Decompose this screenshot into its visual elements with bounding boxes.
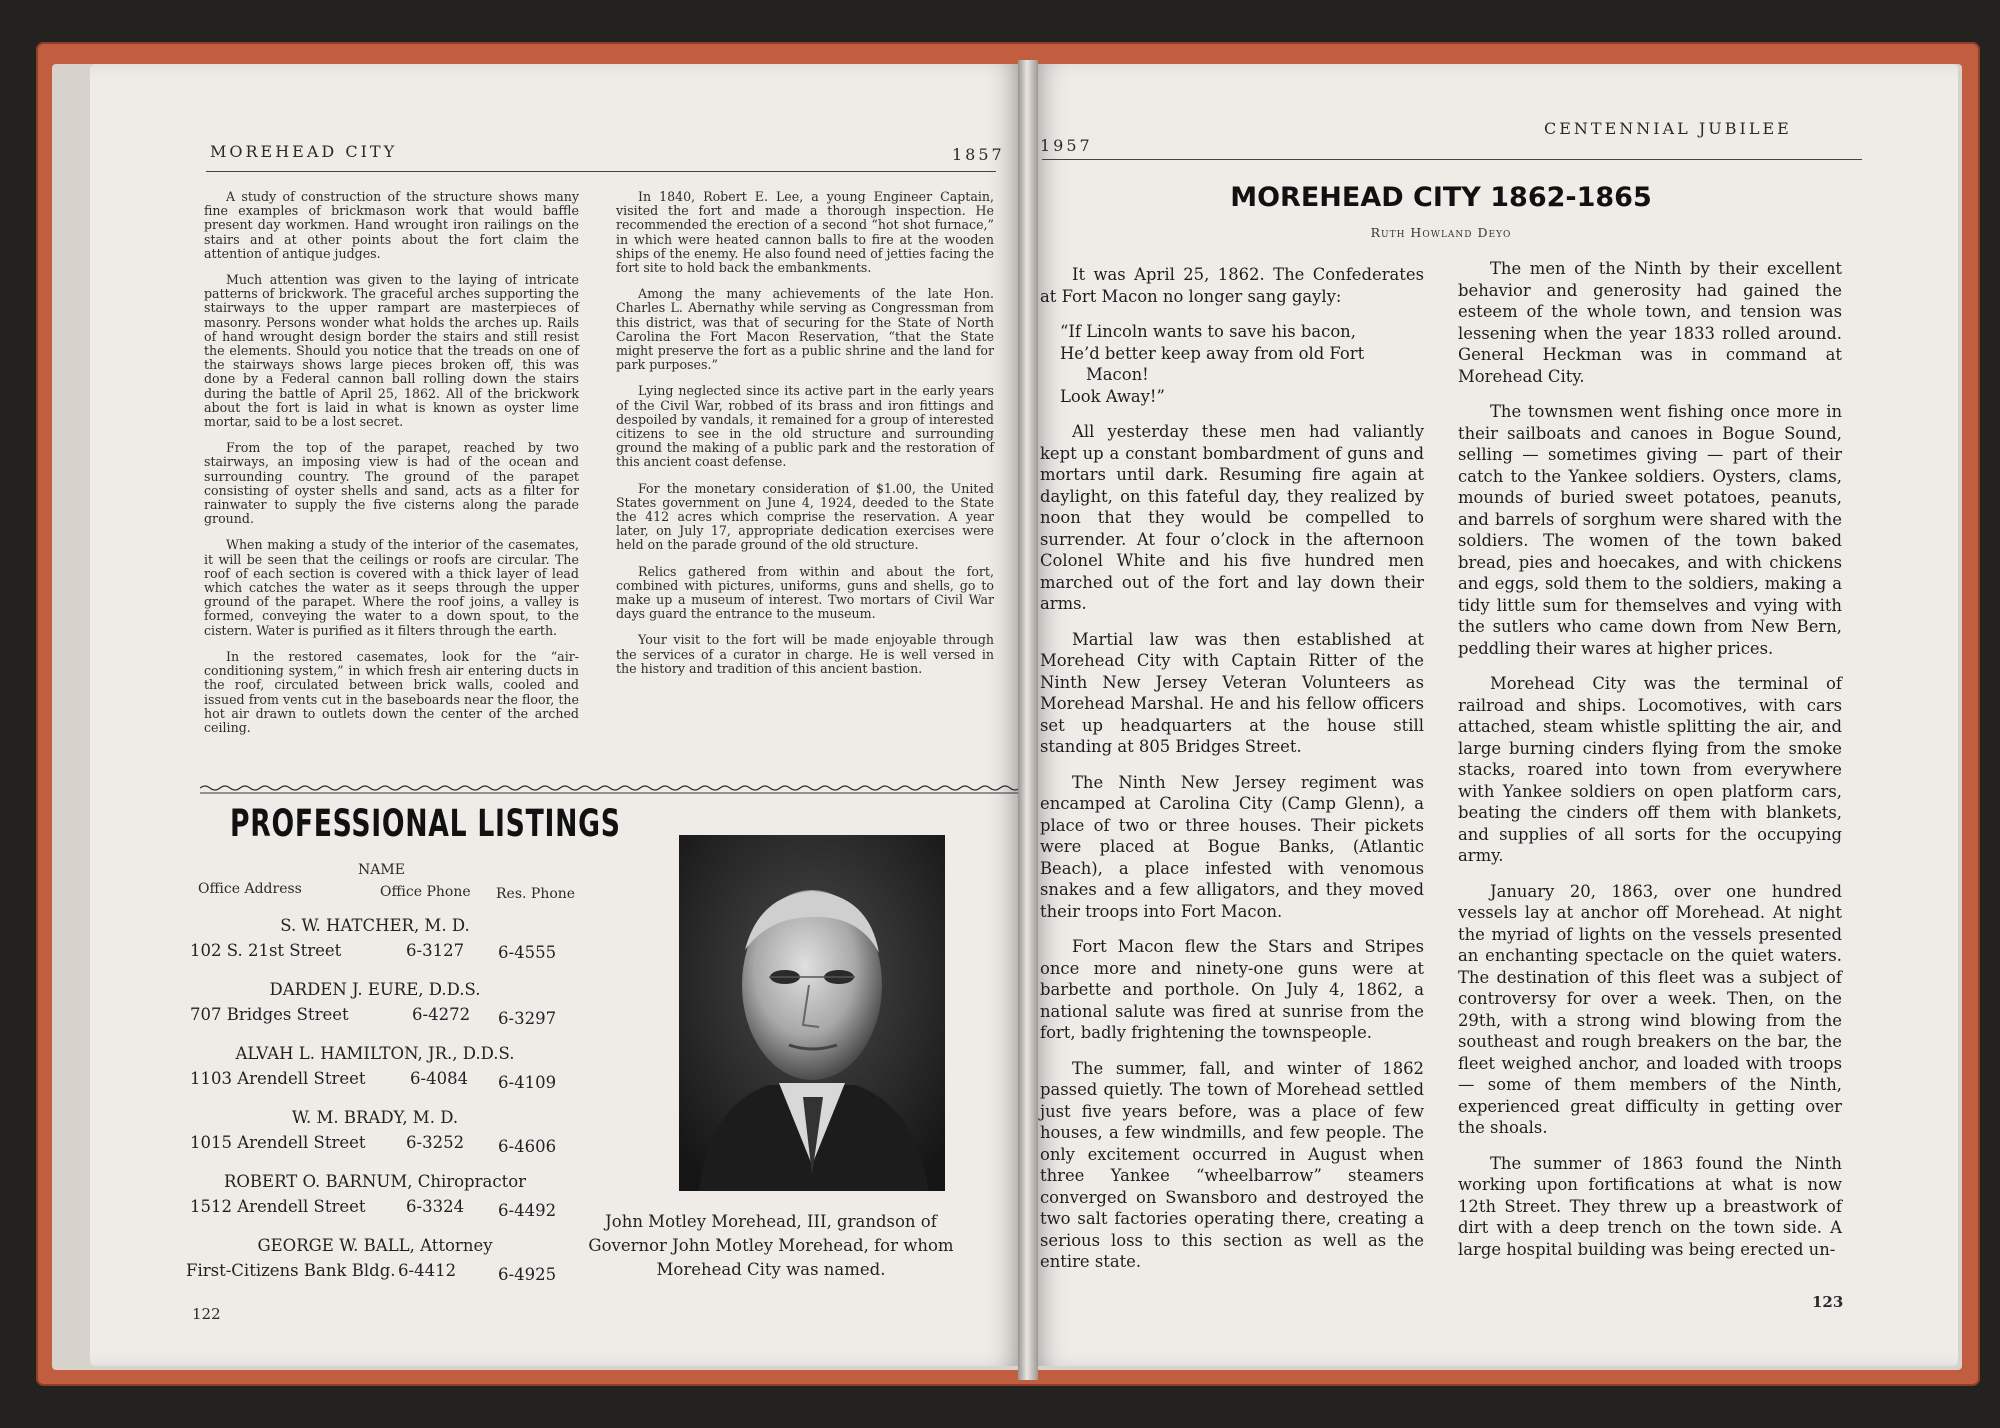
listing-res-phone: 6-4925 (498, 1265, 557, 1284)
listing-name: GEORGE W. BALL, Attorney (257, 1236, 493, 1255)
listing-res-phone: 6-4555 (498, 943, 557, 962)
col-name-header: NAME (358, 862, 405, 878)
paragraph: Your visit to the fort will be made enjoyable through the services of a curator in charge. He is well versed in the history and tradition of this ancient bastion. (616, 632, 994, 676)
header-rule (1042, 159, 1862, 160)
left-column-2 (616, 190, 994, 688)
poem-line: He’d better keep away from old Fort (1060, 343, 1365, 363)
paragraph: Among the many achievements of the late Hon. Charles L. Abernathy while serving as Congressman from this district, was that of securing for the State of North Carolina the Fort Macon Reservation, “that the State might preserve the fort as a public shrine and the land for park purposes.” (616, 286, 994, 373)
paragraph: The townsmen went fishing once more in their sailboats and canoes in Bogue Sound, selling — sometimes giving — part of their catch to the Yankee soldiers. Oysters, clams, mounds of buried sweet potatoes, peanuts, and barrels of sorghum were shared with the soldiers. The women of the town baked bread, pies and hoecakes, and with chickens and eggs, sold them to the soldiers, making a tidy little sum for themselves and vying with the sutlers who came down from New Bern, peddling their wares at higher prices. (1458, 402, 1842, 658)
poem-line: Macon! (1086, 365, 1149, 384)
listing-address: 102 S. 21st Street (190, 941, 342, 960)
paragraph: In 1840, Robert E. Lee, a young Engineer Captain, visited the fort and made a thorough inspection. He recommended the erection of a second “hot shot furnace,” in which were heated cannon balls to fire at the wooden ships of the enemy. He also found need of jetties facing the fort site to hold back the embankments. (616, 189, 994, 276)
header-rule (206, 171, 996, 172)
listing-entry (190, 1172, 557, 1220)
listing-name: DARDEN J. EURE, D.D.S. (269, 980, 481, 999)
listing-office-phone: 6-3127 (406, 941, 465, 960)
intro-paragraph: It was April 25, 1862. The Confederates at Fort Macon no longer sang gayly: (1040, 265, 1424, 306)
listing-res-phone: 6-3297 (498, 1009, 557, 1028)
paragraph: Lying neglected since its active part in the early years of the Civil War, robbed of its brass and iron fittings and despoiled by vandals, it remained for a group of interested citizens to see in the old structure and surrounding ground the making of a public park and the restoration of this ancient coast defense. (616, 383, 994, 470)
right-column-2 (1458, 258, 1842, 1274)
col-res-phone-header: Res. Phone (496, 886, 576, 902)
listing-name: ROBERT O. BARNUM, Chiropractor (223, 1172, 527, 1191)
paragraph: From the top of the parapet, reached by two stairways, an imposing view is had of the ocean and surrounding country. The ground of the parapet consisting of oyster shells and sand, acts as a filter for rainwater to supply the five cisterns along the parade ground. (204, 440, 579, 527)
paragraph: All yesterday these men had valiantly kept up a constant bombardment of guns and mortars until dark. Resuming fire again at daylight, on this fateful day, they realized by noon that they would be compelled to surrender. At four o’clock in the afternoon Colonel White and his five hundred men marched out of the fort and lay down their arms. (1040, 422, 1424, 613)
paragraph: The summer of 1863 found the Ninth working upon fortifications at what is now 12th Street. They threw up a breastwork of dirt with a deep trench on the town side. A large hospital building was being erected un- (1458, 1153, 1842, 1259)
right-running-head: CENTENNIAL JUBILEE (1544, 119, 1792, 138)
paragraph: Morehead City was the terminal of railroad and ships. Locomotives, with cars attached, steam whistle splitting the air, and large burning cinders flying from the smoke stacks, roared into town from everywhere with Yankee soldiers on open platform cars, beating the cinders off them with blankets, and supplies of all sorts for the occupying army. (1458, 674, 1842, 865)
left-running-head: MOREHEAD CITY (210, 142, 398, 161)
left-column-1 (204, 190, 579, 747)
listing-address: First-Citizens Bank Bldg. (186, 1261, 396, 1280)
listing-address: 1512 Arendell Street (190, 1197, 366, 1216)
paragraph: Martial law was then established at Morehead City with Captain Ritter of the Ninth New Jersey Veteran Volunteers as Morehead Marshal. He and his fellow officers set up headquarters at the house still standing at 805 Bridges Street. (1040, 629, 1424, 756)
poem (1054, 321, 1424, 407)
listing-office-phone: 6-4412 (398, 1261, 457, 1280)
paragraph: January 20, 1863, over one hundred vessels lay at anchor off Morehead. At night the myriad of lights on the vessels presented an enchanting spectacle on the quiet waters. The destination of this fleet was a subject of controversy for over a week. Then, on the 29th, with a strong wind blowing from the southeast and rough breakers on the bar, the fleet weighed anchor, and loaded with troops — some of them members of the Ninth, experienced great difficulty in getting over the shoals. (1458, 881, 1842, 1137)
poem-line: “If Lincoln wants to save his bacon, (1060, 322, 1356, 341)
left-page (90, 64, 1026, 1366)
listing-address: 1015 Arendell Street (190, 1133, 366, 1152)
paragraph: When making a study of the interior of the casemates, it will be seen that the ceilings or roofs are circular. The roof of each section is covered with a thick layer of lead which catches the water as it seeps through the upper ground of the parapet. Where the roof joins, a valley is formed, conveying the water to a down spout, to the cistern. Water is purified as it filters through the earth. (204, 537, 579, 638)
listing-name: W. M. BRADY, M. D. (291, 1108, 459, 1127)
poem-line: Look Away!” (1060, 386, 1165, 406)
portrait-photo (679, 835, 945, 1191)
listing-office-phone: 6-4084 (410, 1069, 469, 1088)
listing-res-phone: 6-4109 (498, 1073, 557, 1092)
photo-caption: John Motley Morehead, III, grandson of Governor John Motley Morehead, for whom Morehead City was named. (588, 1212, 954, 1279)
paragraph: Much attention was given to the laying of intricate patterns of brickwork. The graceful arches supporting the stairways to the upper rampart are masterpieces of masonry. Persons wonder what holds the arches up. Rails of hand wrought design border the stairs and still resist the elements. Should you notice that the treads on one of the stairways shows large pieces broken off, this was done by a Federal cannon ball rolling down the stairs during the battle of April 25, 1862. All of the brickwork about the fort is laid in what is known as oyster lime mortar, said to be a lost secret. (204, 272, 579, 430)
paragraph: Fort Macon flew the Stars and Stripes once more and ninety-one guns were at barbette and porthole. On July 4, 1862, a national salute was fired at sunrise from the fort, badly frightening the townspeople. (1040, 937, 1424, 1042)
paragraph: The men of the Ninth by their excellent behavior and generosity had gained the esteem of the whole town, and tension was lessening when the year 1833 rolled around. General Heckman was in command at Morehead City. (1458, 259, 1842, 386)
paragraph: A study of construction of the structure shows many fine examples of brickmason work that would baffle present day workmen. Hand wrought iron railings on the stairs and at other points about the fort claim the attention of antique judges. (204, 189, 579, 261)
article-author: Ruth Howland Deyo (1370, 225, 1512, 240)
listing-res-phone: 6-4492 (498, 1201, 557, 1220)
listing-entry (190, 1108, 557, 1156)
listing-address: 707 Bridges Street (190, 1005, 349, 1024)
right-column-1 (1040, 264, 1424, 1287)
paragraph: Relics gathered from within and about the fort, combined with pictures, uniforms, guns and shells, go to make up a museum of interest. Two mortars of Civil War days guard the entrance to the museum. (616, 563, 994, 622)
article-title: MOREHEAD CITY 1862-1865 (1230, 182, 1652, 213)
listing-name: ALVAH L. HAMILTON, JR., D.D.S. (235, 1044, 515, 1063)
left-header-year: 1857 (952, 145, 1005, 164)
paragraph: For the monetary consideration of $1.00, the United States government on June 4, 1924, deeded to the State the 412 acres which comprise the reservation. A year later, on July 17, appropriate dedication exercises were held on the parade ground of the old structure. (616, 480, 994, 553)
paragraph: The Ninth New Jersey regiment was encamped at Carolina City (Camp Glenn), a place of two or three houses. Their pickets were placed at Bogue Banks, (Atlantic Beach), a place infested with venomous snakes and a few alligators, and they moved their troops into Fort Macon. (1040, 772, 1424, 921)
listing-office-phone: 6-4272 (412, 1005, 471, 1024)
col-address-header: Office Address (198, 881, 302, 897)
listing-office-phone: 6-3324 (406, 1197, 465, 1216)
right-header-year: 1957 (1040, 136, 1093, 155)
right-page (1028, 64, 1958, 1366)
wavy-divider (200, 782, 1026, 802)
listing-res-phone: 6-4606 (498, 1137, 557, 1156)
professional-listings-title: PROFESSIONAL LISTINGS (230, 802, 621, 845)
col-office-phone-header: Office Phone (380, 884, 471, 900)
listing-office-phone: 6-3252 (406, 1133, 465, 1152)
paragraph: The summer, fall, and winter of 1862 passed quietly. The town of Morehead settled just five years before, was a place of few houses, a few windmills, and few people. The only excitement occurred in August when three Yankee “wheelbarrow” steamers converged on Swansboro and destroyed the two salt factories operating there, creating a serious loss to this section as well as the entire state. (1040, 1058, 1424, 1271)
book-gutter (1018, 60, 1038, 1380)
listing-entry (190, 980, 557, 1028)
listing-entry (190, 916, 557, 962)
left-page-number: 122 (192, 1305, 221, 1323)
listing-entry (186, 1236, 557, 1284)
right-page-number: 123 (1812, 1293, 1844, 1311)
listing-entry (190, 1044, 557, 1092)
listing-name: S. W. HATCHER, M. D. (280, 916, 470, 935)
listing-address: 1103 Arendell Street (190, 1069, 366, 1088)
paragraph: In the restored casemates, look for the “air-conditioning system,” in which fresh air entering ducts in the roof, circulated between brick walls, cooled and issued from vents cut in the baseboards near the floor, the hot air drawn to outlets down the center of the arched ceiling. (204, 648, 579, 735)
